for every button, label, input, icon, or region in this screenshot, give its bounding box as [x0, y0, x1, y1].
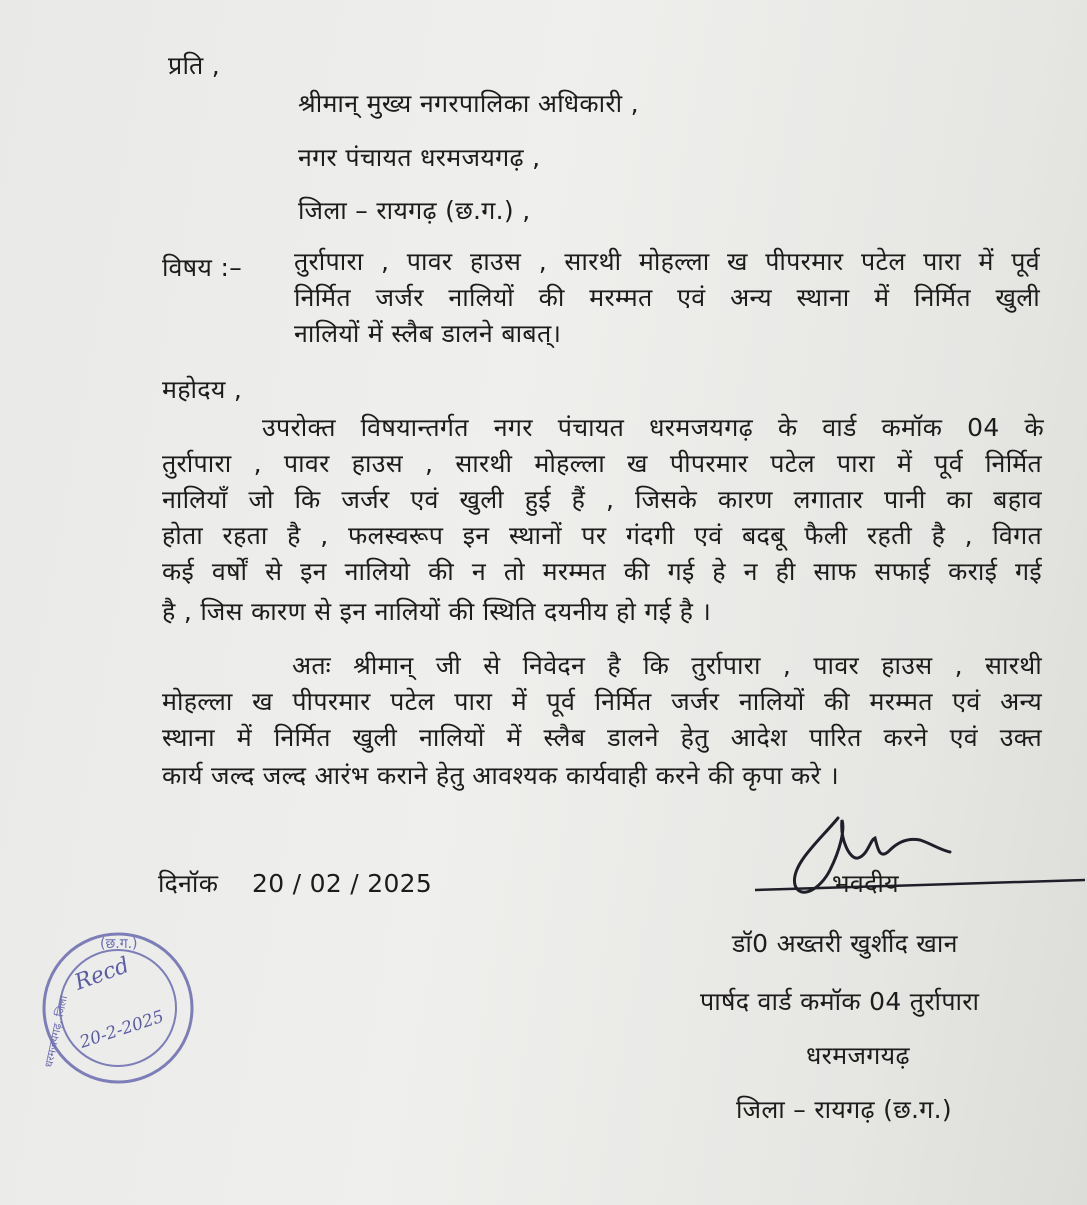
stamp-text-top: (छ.ग.) — [100, 936, 138, 952]
to-label: प्रति , — [168, 51, 221, 80]
para2-line-2: मोहल्ला ख पीपरमार पटेल पारा में पूर्व निर्मित जर्जर नालियों की मरम्मत एवं अन्य — [162, 687, 1042, 716]
subject-line-1: तुर्रापारा , पावर हाउस , सारथी मोहल्ला ख पीपरमार पटेल पारा में पूर्व — [294, 247, 1040, 276]
para2-line-1: अतः श्रीमान् जी से निवेदन है कि तुर्रापारा , पावर हाउस , सारथी — [292, 651, 1042, 680]
para1-line-2: तुर्रापारा , पावर हाउस , सारथी मोहल्ला ख पीपरमार पटेल पारा में पूर्व निर्मित — [162, 449, 1042, 478]
sender-name: डॉ0 अख्तरी खुर्शीद खान — [732, 929, 958, 958]
date-value: 20 / 02 / 2025 — [252, 869, 433, 898]
subject-label: विषय :– — [162, 253, 242, 282]
addressee-line-1: श्रीमान् मुख्य नगरपालिका अधिकारी , — [298, 89, 639, 118]
signature-graphic — [750, 810, 1087, 905]
stamp-date: 20-2-2025 — [77, 1006, 167, 1053]
sender-place: धरमजगयढ़ — [806, 1041, 910, 1070]
para1-line-6: है , जिस कारण से इन नालियों की स्थिति दयनीय हो गई है । — [162, 597, 712, 626]
sender-designation: पार्षद वार्ड कमॉक 04 तुर्रापारा — [700, 987, 980, 1016]
stamp-handwritten: Recd — [71, 952, 133, 996]
subject-line-3: नालियों में स्लैब डालने बाबत्। — [294, 319, 562, 348]
para2-line-3: स्थाना में निर्मित खुली नालियों में स्लैब डालने हेतु आदेश पारित करने एवं उक्त — [162, 723, 1042, 752]
received-stamp — [38, 928, 198, 1088]
stamp-text-left: धरमजयगढ़, जिला — [42, 994, 71, 1069]
subject-line-2: निर्मित जर्जर नालियों की मरम्मत एवं अन्य स्थाना में निर्मित खुली — [294, 283, 1040, 312]
salutation: महोदय , — [162, 375, 243, 404]
addressee-line-3: जिला – रायगढ़ (छ.ग.) , — [298, 196, 531, 225]
para1-line-3: नालियॉं जो कि जर्जर एवं खुली हुई हैं , जिसके कारण लगातार पानी का बहाव — [162, 485, 1042, 514]
para2-line-4: कार्य जल्द जल्द आरंभ कराने हेतु आवश्यक कार्यवाही करने की कृपा करे । — [162, 761, 840, 790]
para1-line-1: उपरोक्त विषयान्तर्गत नगर पंचायत धरमजयगढ़ के वार्ड कमॉक 04 के — [262, 413, 1044, 442]
sender-district: जिला – रायगढ़ (छ.ग.) — [736, 1095, 952, 1124]
addressee-line-2: नगर पंचायत धरमजयगढ़ , — [298, 143, 541, 172]
date-label: दिनॉक — [158, 869, 219, 898]
para1-line-4: होता रहता है , फलस्वरूप इन स्थानों पर गंदगी एवं बदबू फैली रहती है , विगत — [162, 521, 1042, 550]
closing: भवदीय — [832, 869, 899, 898]
para1-line-5: कई वर्षों से इन नालियो की न तो मरम्मत की गई हे न ही साफ सफाई कराई गई — [162, 557, 1042, 586]
